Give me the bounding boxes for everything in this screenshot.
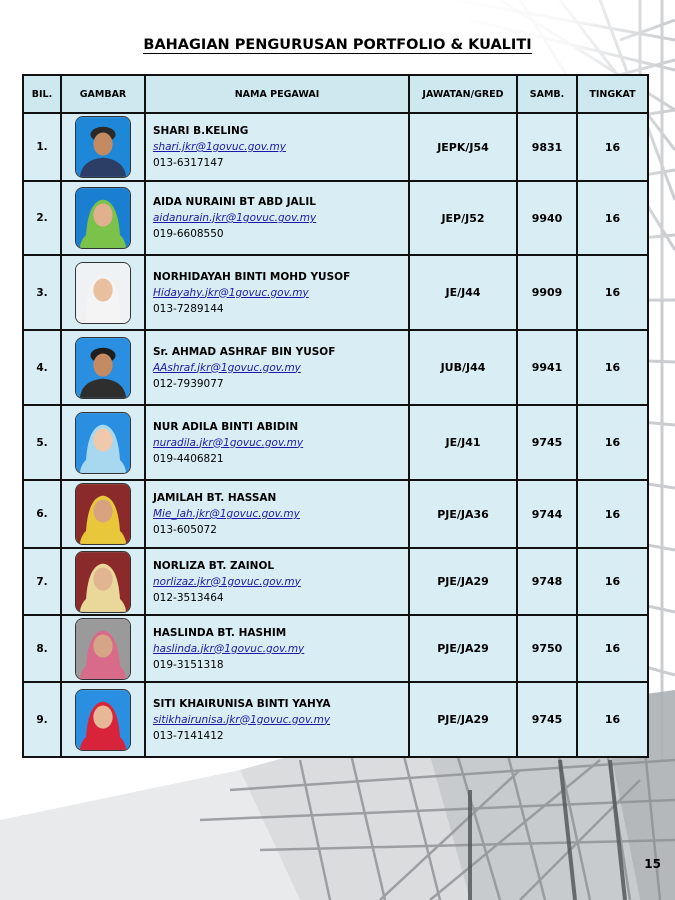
staff-email-link[interactable]: nuradila.jkr@1govuc.gov.my: [153, 436, 304, 449]
cell-tingkat: 16: [577, 682, 648, 757]
staff-phone: 019-6608550: [153, 228, 224, 240]
cell-jawatan: JE/J44: [409, 255, 517, 330]
cell-jawatan: PJE/JA29: [409, 548, 517, 615]
cell-nama: [145, 330, 409, 405]
staff-photo: [76, 117, 130, 177]
staff-phone: 013-7289144: [153, 302, 224, 315]
staff-phone: 012-3513464: [153, 591, 224, 604]
cell-samb: 9750: [517, 615, 577, 682]
cell-samb: 9941: [517, 330, 577, 405]
cell-nama: [145, 255, 409, 330]
staff-email-link[interactable]: Mie_lah.jkr@1govuc.gov.my: [153, 508, 300, 520]
staff-name: NUR ADILA BINTI ABIDIN: [153, 420, 299, 433]
col-header-nama: NAMA PEGAWAI: [145, 75, 409, 113]
cell-photo: [61, 255, 145, 330]
cell-samb: 9940: [517, 181, 577, 255]
cell-tingkat: 16: [577, 181, 648, 255]
staff-email-link[interactable]: norlizaz.jkr@1govuc.gov.my: [153, 575, 301, 588]
cell-jawatan: JEP/J52: [409, 181, 517, 255]
cell-jawatan: PJE/JA29: [409, 682, 517, 757]
staff-name: SHARI B.KELING: [153, 125, 249, 137]
cell-bil: 4.: [23, 330, 61, 405]
staff-phone: 019-4406821: [153, 452, 224, 465]
table-row: [23, 682, 648, 757]
cell-photo: [61, 480, 145, 548]
cell-tingkat: 16: [577, 548, 648, 615]
cell-tingkat: 16: [577, 255, 648, 330]
staff-photo: [76, 690, 130, 750]
staff-phone: 019-3151318: [153, 658, 224, 671]
col-header-jawatan: JAWATAN/GRED: [409, 75, 517, 113]
table-row: [23, 548, 648, 615]
cell-tingkat: 16: [577, 615, 648, 682]
cell-bil: 7.: [23, 548, 61, 615]
staff-photo: [76, 263, 130, 323]
cell-bil: 9.: [23, 682, 61, 757]
cell-photo: [61, 548, 145, 615]
col-header-samb: SAMB.: [517, 75, 577, 113]
staff-name: NORLIZA BT. ZAINOL: [153, 559, 275, 572]
col-header-bil: BIL.: [23, 75, 61, 113]
staff-photo: [76, 338, 130, 398]
staff-table: [22, 74, 649, 758]
cell-nama: [145, 548, 409, 615]
staff-photo: [76, 484, 130, 544]
cell-jawatan: JEPK/J54: [409, 113, 517, 181]
cell-samb: 9745: [517, 405, 577, 480]
cell-jawatan: JE/J41: [409, 405, 517, 480]
page-title: BAHAGIAN PENGURUSAN PORTFOLIO & KUALITI: [143, 37, 532, 53]
cell-photo: [61, 682, 145, 757]
cell-tingkat: 16: [577, 405, 648, 480]
staff-email-link[interactable]: haslinda.jkr@1govuc.gov.my: [153, 642, 305, 655]
table-row: [23, 330, 648, 405]
cell-nama: [145, 181, 409, 255]
staff-name: JAMILAH BT. HASSAN: [153, 492, 277, 504]
cell-samb: 9744: [517, 480, 577, 548]
cell-bil: 8.: [23, 615, 61, 682]
cell-bil: 2.: [23, 181, 61, 255]
cell-bil: 5.: [23, 405, 61, 480]
table-row: [23, 255, 648, 330]
cell-bil: 6.: [23, 480, 61, 548]
staff-photo: [76, 188, 130, 248]
staff-name: Sr. AHMAD ASHRAF BIN YUSOF: [153, 345, 336, 358]
staff-name: SITI KHAIRUNISA BINTI YAHYA: [153, 697, 331, 710]
cell-jawatan: PJE/JA29: [409, 615, 517, 682]
table-row: [23, 615, 648, 682]
staff-phone: 013-605072: [153, 524, 217, 536]
cell-bil: 1.: [23, 113, 61, 181]
cell-photo: [61, 615, 145, 682]
staff-photo: [76, 552, 130, 612]
table-row: [23, 181, 648, 255]
staff-phone: 013-6317147: [153, 157, 224, 169]
staff-phone: 013-7141412: [153, 729, 224, 742]
cell-photo: [61, 113, 145, 181]
cell-photo: [61, 405, 145, 480]
col-header-tingkat: TINGKAT: [577, 75, 648, 113]
staff-email-link[interactable]: AAshraf.jkr@1govuc.gov.my: [153, 361, 301, 374]
staff-email-link[interactable]: aidanurain.jkr@1govuc.gov.my: [153, 212, 317, 224]
cell-bil: 3.: [23, 255, 61, 330]
col-header-gambar: GAMBAR: [61, 75, 145, 113]
cell-tingkat: 16: [577, 113, 648, 181]
staff-name: HASLINDA BT. HASHIM: [153, 626, 287, 639]
cell-jawatan: PJE/JA36: [409, 480, 517, 548]
cell-nama: [145, 480, 409, 548]
cell-samb: 9909: [517, 255, 577, 330]
staff-email-link[interactable]: sitikhairunisa.jkr@1govuc.gov.my: [153, 713, 331, 726]
cell-tingkat: 16: [577, 330, 648, 405]
staff-photo: [76, 619, 130, 679]
table-row: [23, 405, 648, 480]
cell-nama: [145, 615, 409, 682]
cell-jawatan: JUB/J44: [409, 330, 517, 405]
cell-photo: [61, 181, 145, 255]
staff-name: AIDA NURAINI BT ABD JALIL: [153, 196, 316, 208]
staff-email-link[interactable]: Hidayahy.jkr@1govuc.gov.my: [153, 286, 309, 299]
staff-phone: 012-7939077: [153, 377, 224, 390]
staff-email-link[interactable]: shari.jkr@1govuc.gov.my: [153, 141, 286, 153]
table-row: [23, 113, 648, 181]
cell-samb: 9748: [517, 548, 577, 615]
cell-tingkat: 16: [577, 480, 648, 548]
table-header-row: [23, 75, 648, 113]
table-row: [23, 480, 648, 548]
cell-photo: [61, 330, 145, 405]
cell-nama: [145, 405, 409, 480]
cell-nama: [145, 682, 409, 757]
staff-name: NORHIDAYAH BINTI MOHD YUSOF: [153, 270, 351, 283]
cell-nama: [145, 113, 409, 181]
page-number: 15: [644, 857, 661, 871]
cell-samb: 9831: [517, 113, 577, 181]
cell-samb: 9745: [517, 682, 577, 757]
staff-photo: [76, 413, 130, 473]
